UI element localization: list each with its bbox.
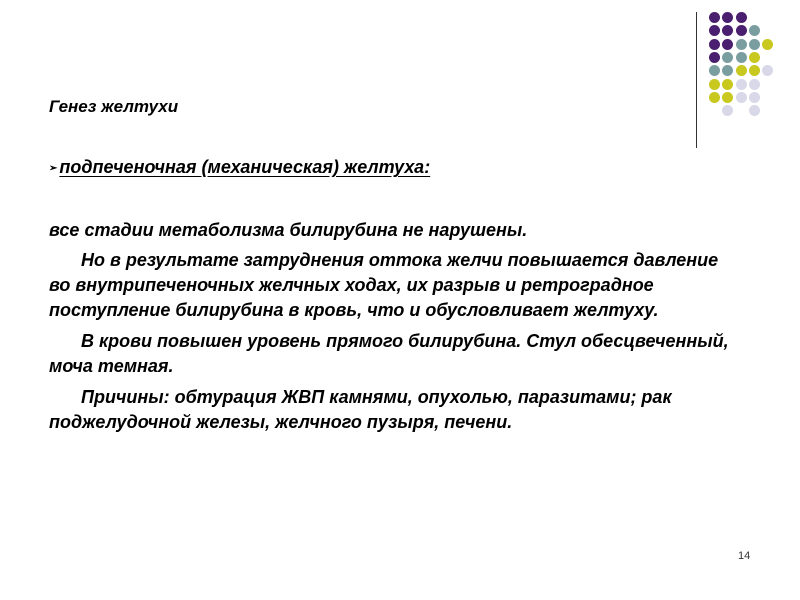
decorative-dot — [749, 105, 760, 116]
decorative-dot — [736, 39, 747, 50]
decorative-vertical-rule — [696, 12, 697, 148]
decorative-dot — [749, 25, 760, 36]
decorative-dot — [736, 65, 747, 76]
decorative-dot — [709, 92, 720, 103]
bullet-text: подпеченочная (механическая) желтуха: — [59, 157, 431, 177]
decorative-dot — [722, 79, 733, 90]
decorative-dot — [709, 39, 720, 50]
decorative-dot — [749, 79, 760, 90]
arrow-bullet-icon: ➢ — [49, 163, 58, 174]
slide-body — [49, 218, 739, 441]
page-number: 14 — [738, 550, 751, 562]
decorative-dot — [709, 12, 720, 23]
decorative-dot — [736, 52, 747, 63]
decorative-dot — [749, 52, 760, 63]
decorative-dot — [709, 25, 720, 36]
decorative-dot — [722, 92, 733, 103]
paragraph-metabolism: все стадии метаболизма билирубина не нарушены. — [49, 220, 528, 240]
decorative-dot — [762, 39, 773, 50]
decorative-dot — [736, 92, 747, 103]
decorative-dot — [749, 92, 760, 103]
decorative-dot — [736, 79, 747, 90]
decorative-dot — [722, 105, 733, 116]
decorative-dot — [736, 12, 747, 23]
decorative-dot-grid — [709, 12, 789, 132]
bullet-item — [49, 157, 430, 178]
paragraph-symptoms: В крови повышен уровень прямого билирубина. Стул обесцвеченный, моча темная. — [49, 331, 729, 376]
decorative-dot — [709, 65, 720, 76]
slide-title: Генез желтухи — [49, 97, 179, 116]
decorative-dot — [722, 12, 733, 23]
decorative-dot — [722, 39, 733, 50]
decorative-dot — [709, 52, 720, 63]
decorative-dot — [736, 25, 747, 36]
decorative-dot — [749, 39, 760, 50]
paragraph-mechanism: Но в результате затруднения оттока желчи повышается давление во внутрипеченочных желчных ходах, их разрыв и ретроградное поступление билирубина в кровь, что и обусловливает желтуху. — [49, 250, 719, 320]
decorative-dot — [722, 52, 733, 63]
decorative-dot — [709, 79, 720, 90]
paragraph-causes: Причины: обтурация ЖВП камнями, опухолью, паразитами; рак поджелудочной железы, желчного пузыря, печени. — [49, 387, 672, 432]
decorative-dot — [722, 65, 733, 76]
decorative-dot — [749, 65, 760, 76]
decorative-dot — [762, 65, 773, 76]
decorative-dot — [722, 25, 733, 36]
